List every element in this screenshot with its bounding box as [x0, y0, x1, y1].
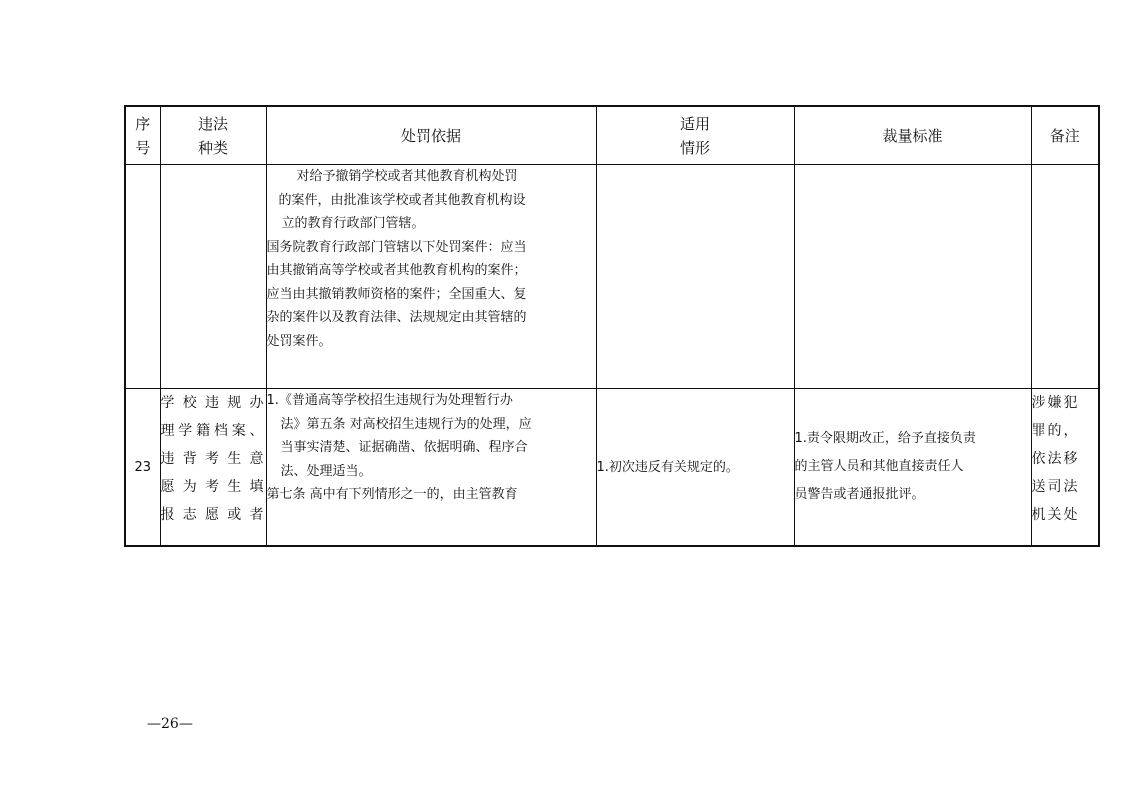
row1-type-cell: [160, 165, 266, 389]
row2-type-cell: [160, 389, 266, 547]
header-note: [1031, 106, 1099, 165]
row2-seq-cell: 23: [125, 389, 160, 547]
row2-note-cell: [1031, 389, 1099, 547]
header-violation-type: [160, 106, 266, 165]
header-cond-line2: 情形: [679, 138, 710, 157]
header-seq: [125, 106, 160, 165]
header-penalty-basis: [266, 106, 596, 165]
page-number: —26—: [147, 716, 193, 732]
basis-line: 对给予撤销学校或者其他教育机构处罚: [296, 169, 518, 184]
header-standard-label: 裁量标准: [882, 126, 943, 145]
note-line: 罪的，: [1031, 423, 1080, 439]
standard-line: 1.责令限期改正，给予直接负责: [794, 431, 976, 446]
note-line: 送司法: [1031, 479, 1080, 495]
row1-seq-cell: [125, 165, 160, 389]
standard-line: 员警告或者通报批评。: [794, 487, 925, 502]
basis-line: 应当由其撤销教师资格的案件；全国重大、复: [266, 286, 527, 302]
type-line: 愿为考生填: [160, 479, 266, 495]
basis-line: 1.《普通高等学校招生违规行为处理暂行办: [266, 393, 513, 408]
standard-line: 的主管人员和其他直接责任人: [794, 459, 964, 474]
header-applicable-condition: [596, 106, 794, 165]
table-row: [125, 389, 1099, 547]
type-line: 理学籍档案、: [160, 423, 266, 439]
type-line: 报志愿或者: [160, 507, 266, 523]
table-row: [125, 165, 1099, 389]
row2-condition-cell: 1.初次违反有关规定的。: [596, 389, 794, 547]
header-basis-label: 处罚依据: [400, 126, 461, 145]
row2-standard-cell: [794, 389, 1031, 547]
basis-line: 法》第五条 对高校招生违规行为的处理，应: [280, 416, 532, 432]
row1-standard-cell: [794, 165, 1031, 389]
row1-condition-cell: [596, 165, 794, 389]
basis-line: 当事实清楚、证据确凿、依据明确、程序合: [280, 440, 528, 455]
note-line: 机关处: [1031, 507, 1080, 523]
basis-line: 法、处理适当。: [280, 463, 372, 479]
basis-line: 第七条 高中有下列情形之一的，由主管教育: [266, 487, 518, 502]
note-line: 依法移: [1031, 451, 1080, 467]
basis-line: 由其撤销高等学校或者其他教育机构的案件；: [266, 263, 527, 278]
basis-line: 立的教育行政部门管辖。: [281, 216, 425, 231]
basis-line: 国务院教育行政部门管辖以下处罚案件：应当: [266, 239, 527, 255]
header-type-line1: 违法: [197, 114, 228, 133]
basis-line: 的案件，由批准该学校或者其他教育机构设: [278, 192, 526, 208]
header-note-label: 备注: [1049, 126, 1080, 145]
basis-line: 处罚案件。: [266, 333, 332, 349]
header-seq-line1: 序: [135, 114, 151, 133]
basis-line: 杂的案件以及教育法律、法规规定由其管辖的: [266, 310, 527, 325]
penalty-table: [124, 105, 1100, 547]
type-line: 学校违规办: [160, 395, 266, 411]
table-header-row: [125, 106, 1099, 165]
note-line: 涉嫌犯: [1031, 395, 1080, 411]
header-seq-line2: 号: [135, 138, 151, 157]
header-type-line2: 种类: [197, 138, 228, 157]
row1-note-cell: [1031, 165, 1099, 389]
row1-basis-cell: [266, 165, 596, 389]
header-cond-line1: 适用: [679, 114, 710, 133]
header-discretion-standard: [794, 106, 1031, 165]
type-line: 违背考生意: [160, 451, 266, 467]
row2-basis-cell: [266, 389, 596, 547]
